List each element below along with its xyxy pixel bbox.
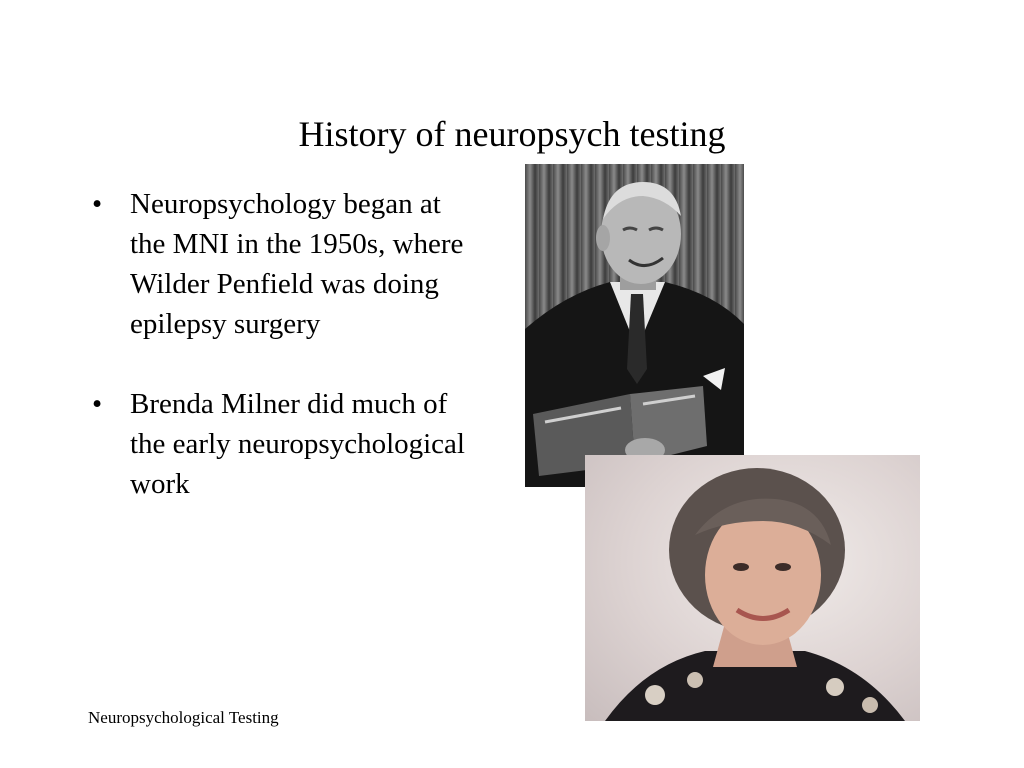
bullet-marker: • (92, 188, 103, 220)
bullet-item-penfield (88, 184, 482, 344)
bullet-item-milner (88, 384, 482, 504)
photo-penfield (525, 164, 744, 487)
bullet-list (88, 184, 508, 544)
slide-title: History of neuropsych testing (298, 114, 726, 154)
milner-portrait-illustration (585, 455, 920, 721)
bullet-text: Brenda Milner did much of the early neuropsychological work (130, 388, 465, 500)
bullet-marker: • (92, 388, 103, 420)
bullet-text: Neuropsychology began at the MNI in the 1950s, where Wilder Penfield was doing epilepsy surgery (130, 188, 464, 340)
footer-text: Neuropsychological Testing (88, 708, 279, 727)
penfield-portrait-illustration (525, 164, 744, 487)
photo-milner (585, 455, 920, 721)
